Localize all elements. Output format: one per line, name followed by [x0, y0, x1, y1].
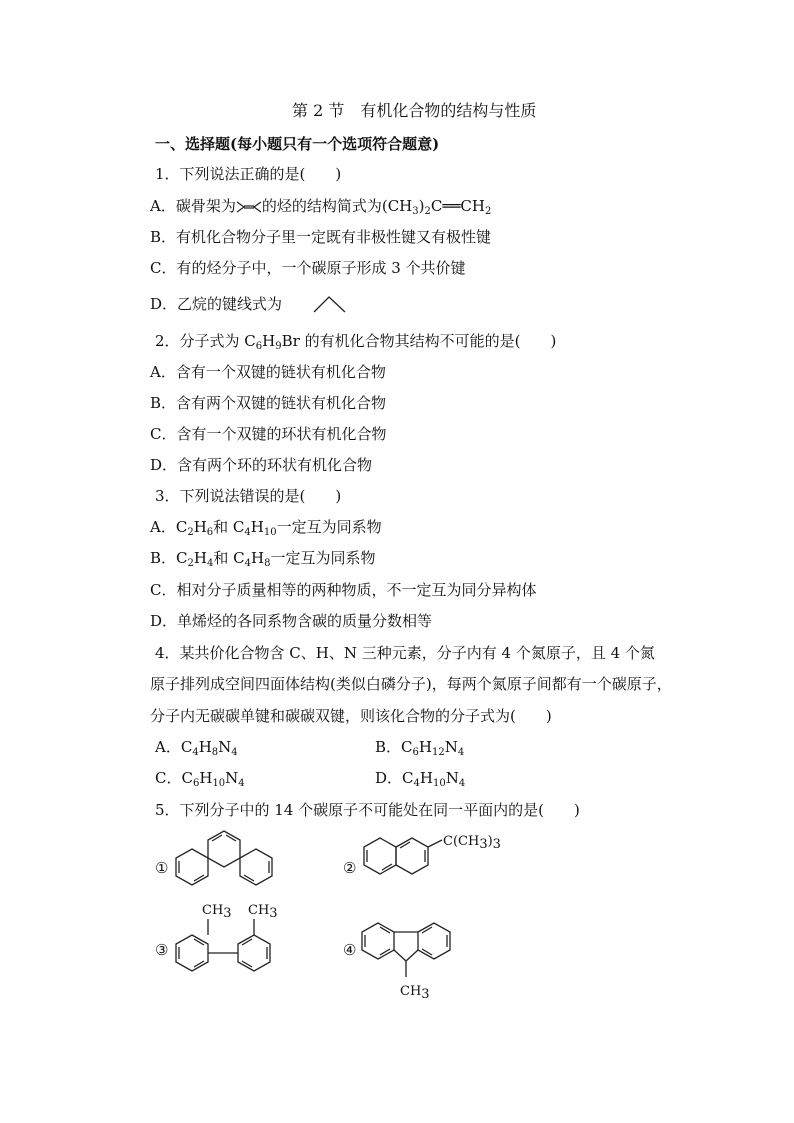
q3-option-a: A．$C_2H_6$和 $C_4H_{10}$一定互为同系物: [150, 518, 382, 538]
q1-option-a: A．碳骨架为 的烃的结构简式为$(CH_3)_2C══CH_2$: [150, 197, 492, 217]
q4-stem-line-2: 原子排列成空间四面体结构(类似白磷分子)，每两个氮原子间都有一个碳原子，: [150, 675, 672, 693]
q1-option-c: C．有的烃分子中，一个碳原子形成 3 个共价键: [150, 259, 466, 277]
q2-option-a: A．含有一个双键的链状有机化合物: [150, 363, 386, 381]
structure-4-methylfluorene: [360, 915, 460, 1005]
q3-option-b: B．$C_2H_4$和 $C_4H_8$一定互为同系物: [150, 549, 376, 569]
q2-option-c: C．含有一个双键的环状有机化合物: [150, 425, 387, 443]
q1-option-b: B．有机化合物分子里一定既有非极性键又有极性键: [150, 228, 492, 246]
structure-1-number: ①: [155, 859, 169, 877]
q3-stem: 3．下列说法错误的是( ): [155, 487, 342, 505]
page-title: 第 2 节 有机化合物的结构与性质: [292, 101, 537, 120]
q5-stem: 5．下列分子中的 14 个碳原子不可能处在同一平面内的是( ): [155, 801, 580, 819]
q3-option-d: D．单烯烃的各同系物含碳的质量分数相等: [150, 612, 433, 630]
q4-option-d: D．$C_4H_{10}N_4$: [375, 769, 466, 789]
structure-3-number: ③: [155, 941, 169, 959]
methyl-label-right: CH3: [248, 903, 278, 921]
q4-stem-line-1: 4．某共价化合物含 C、H、N 三种元素，分子内有 4 个氮原子，且 4 个氮: [155, 644, 655, 662]
q3-option-c: C．相对分子质量相等的两种物质，不一定互为同分异构体: [150, 581, 537, 599]
q4-option-a: A．$C_4H_8N_4$: [155, 738, 238, 758]
structure-2-tert-butylnaphthalene: [362, 832, 532, 892]
carbon-skeleton-diagram: [236, 200, 262, 214]
q2-stem: 2．分子式为 $C_6H_9Br$ 的有机化合物其结构不可能的是( ): [155, 332, 557, 352]
q4-option-b: B．$C_6H_{12}N_4$: [375, 738, 465, 758]
section-heading: 一、选择题(每小题只有一个选项符合题意): [155, 135, 440, 153]
methyl-label-bottom: CH3: [400, 984, 430, 1002]
methyl-label-left: CH3: [202, 903, 232, 921]
q4-option-c: C．$C_6H_{10}N_4$: [155, 769, 245, 789]
q2-option-b: B．含有两个双键的链状有机化合物: [150, 394, 387, 412]
structure-3-dimethylbiphenyl: [172, 898, 302, 978]
structure-4-number: ④: [343, 941, 357, 959]
tbu-label: C(CH3)3: [443, 834, 501, 852]
q1-option-d: D．乙烷的键线式为: [150, 295, 283, 313]
ethane-skeletal-diagram: [312, 294, 348, 314]
q1-stem: 1．下列说法正确的是( ): [155, 165, 342, 183]
structure-1-phenanthrene: [172, 828, 292, 890]
q2-option-d: D．含有两个环的环状有机化合物: [150, 456, 373, 474]
structure-2-number: ②: [343, 859, 357, 877]
q4-stem-line-3: 分子内无碳碳单键和碳碳双键，则该化合物的分子式为( ): [150, 707, 552, 725]
